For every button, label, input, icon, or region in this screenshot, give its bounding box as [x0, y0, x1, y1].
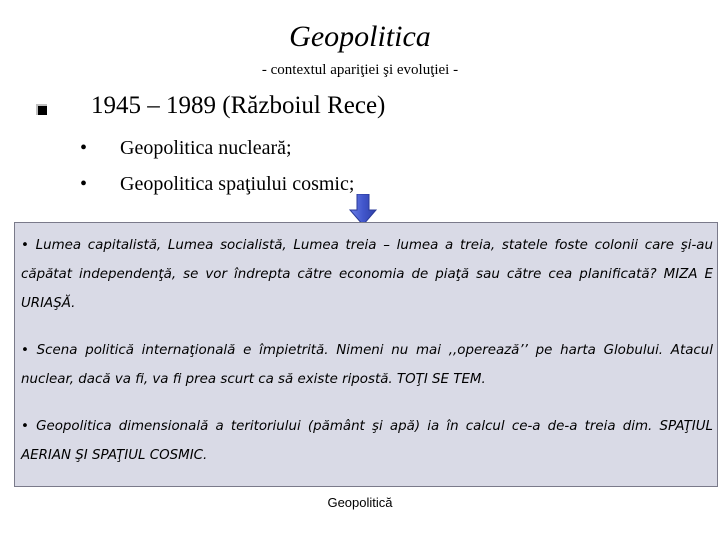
slide-footer: Geopolitică: [327, 495, 393, 510]
square-bullet-icon: [36, 104, 47, 115]
content-box: [14, 222, 718, 487]
sub-bullet-list: [80, 130, 354, 202]
sub-bullet-item: [80, 130, 354, 166]
box-paragraph: • Scena politică internaţională e împietrită. Nimeni nu mai ,,operează’’ pe harta Globului. Atacul nuclear, dacă va fi, va fi prea scurt ca să existe ripostă. TOŢI SE TEM.: [21, 343, 713, 387]
box-paragraph: • Geopolitica dimensională a teritoriului (pământ şi apă) ia în calcul ce-a de-a treia dim. SPAŢIUL AERIAN ŞI SPAŢIUL COSMIC.: [21, 419, 713, 463]
bullet-dot: •: [80, 172, 88, 195]
main-bullet-text: 1945 – 1989 (Războiul Rece): [91, 92, 386, 119]
slide-title: Geopolitica: [289, 20, 431, 53]
bullet-dot: •: [80, 136, 88, 159]
sub-bullet-text: Geopolitica nucleară;: [120, 136, 292, 159]
sub-bullet-item: [80, 166, 354, 202]
slide-subtitle: - contextul apariţiei şi evoluţiei -: [261, 62, 459, 78]
sub-bullet-text: Geopolitica spaţiului cosmic;: [120, 172, 355, 195]
main-bullet: [36, 90, 385, 122]
box-paragraph: • Lumea capitalistă, Lumea socialistă, Lumea treia – lumea a treia, statele foste colonii care şi-au căpătat independenţă, se vor îndrepta către economia de piaţă sau către cea planificată? MIZA E URIAŞĂ.: [21, 238, 713, 311]
